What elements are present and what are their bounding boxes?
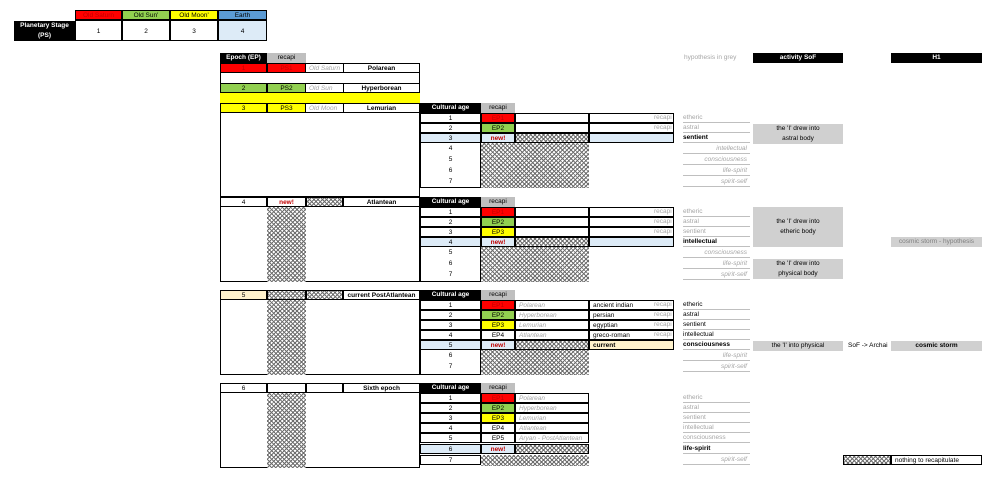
post-age-1: 1 (420, 300, 481, 310)
sixth-cultural-age-header: Cultural age (420, 383, 481, 393)
epoch-1-number: 1 (220, 63, 267, 73)
post-age-2: 2 (420, 310, 481, 320)
atlantean-member-intellectual: intellectual (683, 237, 750, 247)
lemurian-age-3-new: new! (481, 133, 515, 143)
atlantean-recapi-2: recapi (654, 218, 672, 225)
epoch-4-hatch (306, 197, 343, 207)
post-age-5-hatch (515, 340, 589, 350)
lemurian-activity (753, 124, 843, 144)
sixth-age-1-ep: EP1 (481, 393, 515, 403)
atlantean-recapi-header: recapi (481, 197, 515, 207)
atlantean-age-6: 6 (448, 260, 453, 267)
post-h1-cosmic-storm: cosmic storm (891, 341, 982, 351)
lemurian-cultural-age-header: Cultural age (420, 103, 481, 113)
epoch-2-number: 2 (220, 83, 267, 93)
epoch-5-recapi-hatch-top (267, 290, 306, 300)
atlantean-age-3: 3 (420, 227, 481, 237)
sixth-member-spirit-self: spirit-self (683, 455, 750, 465)
lemurian-member-astral: astral (683, 123, 750, 133)
sixth-age-2-epoch: Hyperborean (515, 403, 589, 413)
atlantean-member-spirit-self: spirit-self (683, 270, 750, 280)
lemurian-recapi-1: recapi (654, 114, 672, 121)
atlantean-recapi-1: recapi (654, 208, 672, 215)
lemurian-member-intellectual: intellectual (683, 144, 750, 154)
atlantean-member-etheric: etheric (683, 207, 750, 217)
lemurian-age-3-hatch (515, 133, 589, 143)
sixth-member-sentient: sentient (683, 413, 750, 423)
atlantean-age-3-ep: EP3 (481, 227, 515, 237)
activity-sof-header: activity SoF (753, 53, 843, 63)
post-hatch-block (481, 350, 589, 375)
h1-header: H1 (891, 53, 982, 63)
sixth-age-3-ep: EP3 (481, 413, 515, 423)
stage-number-1: 1 (75, 20, 122, 41)
epoch-5-body (220, 300, 420, 375)
sixth-age-4-epoch: Atlantean (515, 423, 589, 433)
sixth-age-2-ep: EP2 (481, 403, 515, 413)
hypothesis-note: hypothesis in grey (684, 54, 737, 61)
atlantean-age-4-hatch (515, 237, 589, 247)
sixth-age-2: 2 (420, 403, 481, 413)
sixth-age-7-hatch (481, 455, 589, 466)
epoch-6-body (220, 393, 420, 468)
atlantean-activity-physical-line1: the 'I' drew into (776, 260, 820, 267)
post-age-2-epoch: Hyperborean (515, 310, 589, 320)
lemurian-age-1-c1 (515, 113, 589, 123)
lemurian-ages-lower-box (420, 143, 481, 188)
atlantean-age-2-ep: EP2 (481, 217, 515, 227)
sixth-age-3: 3 (420, 413, 481, 423)
lemurian-age-7: 7 (448, 178, 453, 185)
stage-name-old-moon: Old Moon' (170, 10, 218, 20)
epoch-1-planet: Old Saturn (306, 63, 343, 73)
sixth-age-6-hatch (515, 444, 589, 454)
post-age-1-epoch: Polarean (515, 300, 589, 310)
sixth-age-4-ep: EP4 (481, 423, 515, 433)
atlantean-cultural-age-header: Cultural age (420, 197, 481, 207)
epoch-4-new: new! (267, 197, 306, 207)
lemurian-hatch-block (481, 143, 589, 188)
sixth-age-5-ep: EP5 (481, 433, 515, 443)
post-member-spirit-self: spirit-self (683, 362, 750, 372)
post-age-7: 7 (448, 363, 453, 370)
sixth-age-6-new: new! (481, 444, 515, 454)
epoch-4-name: Atlantean (343, 197, 420, 207)
post-age-5-current: current (589, 340, 674, 350)
stage-number-4: 4 (218, 20, 267, 41)
epoch-4-recapi-hatch (267, 207, 306, 282)
atlantean-ages-lower-box (420, 247, 481, 282)
epoch-3-ps: PS3 (267, 103, 306, 113)
atlantean-activity-physical (753, 259, 843, 279)
epoch-4-number: 4 (220, 197, 267, 207)
sixth-member-life-spirit: life-spirit (683, 444, 750, 454)
post-recapi-4: recapi (654, 331, 672, 338)
sixth-age-1: 1 (420, 393, 481, 403)
post-member-sentient: sentient (683, 320, 750, 330)
post-cultural-age-header: Cultural age (420, 290, 481, 300)
atlantean-activity-etheric (753, 207, 843, 247)
epoch-1-name: Polarean (343, 63, 420, 73)
post-age-5: 5 (420, 340, 481, 350)
post-member-intellectual: intellectual (683, 330, 750, 340)
atlantean-age-3-c1 (515, 227, 589, 237)
atlantean-age-4-c2 (589, 237, 674, 247)
post-member-life-spirit: life-spirit (683, 351, 750, 361)
post-activity: the 'I' into physical (753, 341, 843, 351)
epoch-2-name: Hyperborean (343, 83, 420, 93)
sixth-age-1-epoch: Polarean (515, 393, 589, 403)
post-age-4: 4 (420, 330, 481, 340)
lemurian-age-1-ep: EP1 (481, 113, 515, 123)
lemurian-member-etheric: etheric (683, 113, 750, 123)
sixth-age-7: 7 (420, 455, 481, 465)
sixth-member-etheric: etheric (683, 393, 750, 403)
sixth-member-intellectual: intellectual (683, 423, 750, 433)
post-age-4-culture: greco-roman (589, 330, 674, 340)
epoch-3-number: 3 (220, 103, 267, 113)
post-sof-archai: SoF -> Archai (848, 342, 888, 349)
lemurian-member-spirit-self: spirit-self (683, 177, 750, 187)
post-age-2-culture: persian (589, 310, 674, 320)
atlantean-age-2: 2 (420, 217, 481, 227)
atlantean-age-4-new: new! (481, 237, 515, 247)
lemurian-member-life-spirit: life-spirit (683, 166, 750, 176)
lemurian-age-1: 1 (420, 113, 481, 123)
stage-name-old-sun: Old Sun' (122, 10, 170, 20)
lemurian-age-2-c1 (515, 123, 589, 133)
epoch-5-planet-hatch (306, 290, 343, 300)
post-age-5-new: new! (481, 340, 515, 350)
epoch-6-recapi-hatch (267, 393, 306, 468)
epoch-6-recapi (267, 383, 306, 393)
epoch-5-name: current PostAtlantean (343, 290, 420, 300)
stage-number-3: 3 (170, 20, 218, 41)
epoch-2-ps: PS2 (267, 83, 306, 93)
sixth-age-6: 6 (420, 444, 481, 454)
sixth-age-3-epoch: Lemurian (515, 413, 589, 423)
lemurian-age-3-c2 (589, 133, 674, 143)
epoch-header: Epoch (EP) (220, 53, 267, 63)
post-age-4-ep: EP4 (481, 330, 515, 340)
post-ages-lower-box (420, 350, 481, 375)
atlantean-age-5: 5 (448, 249, 453, 256)
post-member-consciousness: consciousness (683, 340, 750, 350)
post-age-3-ep: EP3 (481, 320, 515, 330)
post-age-1-ep: EP1 (481, 300, 515, 310)
sixth-note-hatch (843, 455, 891, 465)
atlantean-h1-hypothesis: cosmic storm - hypothesis (891, 237, 982, 247)
stage-name-old-saturn: Old Saturn (75, 10, 122, 20)
atlantean-activity-etheric-line1: the 'I' drew into (776, 218, 820, 225)
lemurian-age-2: 2 (420, 123, 481, 133)
atlantean-recapi-3: recapi (654, 228, 672, 235)
lemurian-activity-line1: the 'I' drew into (776, 125, 820, 132)
post-age-1-culture: ancient indian (589, 300, 674, 310)
epoch-3-planet: Old Moon (306, 103, 343, 113)
post-age-2-ep: EP2 (481, 310, 515, 320)
epoch-5-number: 5 (220, 290, 267, 300)
epoch-6-planet (306, 383, 343, 393)
epoch-recapi-header: recapi (267, 53, 306, 63)
post-recapi-header: recapi (481, 290, 515, 300)
planetary-stage-label: Planetary Stage (PS) (14, 21, 75, 41)
epoch-6-number: 6 (220, 383, 267, 393)
atlantean-activity-etheric-line2: etheric body (780, 228, 816, 235)
sixth-recapi-header: recapi (481, 383, 515, 393)
lemurian-member-sentient: sentient (683, 133, 750, 143)
epoch-1-gap (220, 73, 420, 83)
atlantean-age-7: 7 (448, 271, 453, 278)
atlantean-member-life-spirit: life-spirit (683, 259, 750, 269)
lemurian-activity-line2: astral body (782, 135, 814, 142)
epoch-2-gap (220, 93, 420, 103)
epoch-4-body (220, 207, 420, 282)
atlantean-age-4: 4 (420, 237, 481, 247)
post-member-astral: astral (683, 310, 750, 320)
stage-number-2: 2 (122, 20, 170, 41)
sixth-member-consciousness: consciousness (683, 433, 750, 443)
post-age-3-culture: egyptian (589, 320, 674, 330)
lemurian-recapi-header: recapi (481, 103, 515, 113)
atlantean-hatch-block (481, 247, 589, 282)
post-recapi-1: recapi (654, 301, 672, 308)
sixth-note: nothing to recapitulate (891, 455, 982, 465)
atlantean-member-astral: astral (683, 217, 750, 227)
lemurian-recapi-2: recapi (654, 124, 672, 131)
post-age-3: 3 (420, 320, 481, 330)
post-member-etheric: etheric (683, 300, 750, 310)
lemurian-age-2-ep: EP2 (481, 123, 515, 133)
atlantean-member-sentient: sentient (683, 227, 750, 237)
sixth-age-5: 5 (420, 433, 481, 443)
sixth-age-5-epoch: Aryan - PostAtlantean (515, 433, 589, 443)
post-age-3-epoch: Lemurian (515, 320, 589, 330)
post-age-6: 6 (448, 352, 453, 359)
atlantean-age-1-ep: EP1 (481, 207, 515, 217)
lemurian-age-4: 4 (448, 145, 453, 152)
epoch-3-body (220, 113, 420, 197)
sixth-member-astral: astral (683, 403, 750, 413)
atlantean-age-1-c1 (515, 207, 589, 217)
atlantean-activity-physical-line2: physical body (778, 270, 818, 277)
sixth-age-4: 4 (420, 423, 481, 433)
epoch-5-recapi-hatch (267, 300, 306, 375)
lemurian-member-consciousness: consciousness (683, 155, 750, 165)
epoch-1-ps: PS1 (267, 63, 306, 73)
atlantean-age-1: 1 (420, 207, 481, 217)
post-recapi-2: recapi (654, 311, 672, 318)
epoch-6-name: Sixth epoch (343, 383, 420, 393)
lemurian-age-6: 6 (448, 167, 453, 174)
stage-name-earth: Earth (218, 10, 267, 20)
post-recapi-3: recapi (654, 321, 672, 328)
lemurian-age-5: 5 (448, 156, 453, 163)
atlantean-member-consciousness: consciousness (683, 248, 750, 258)
post-age-4-epoch: Atlantean (515, 330, 589, 340)
epoch-2-planet: Old Sun (306, 83, 343, 93)
lemurian-age-3: 3 (420, 133, 481, 143)
epoch-3-name: Lemurian (343, 103, 420, 113)
atlantean-age-2-c1 (515, 217, 589, 227)
